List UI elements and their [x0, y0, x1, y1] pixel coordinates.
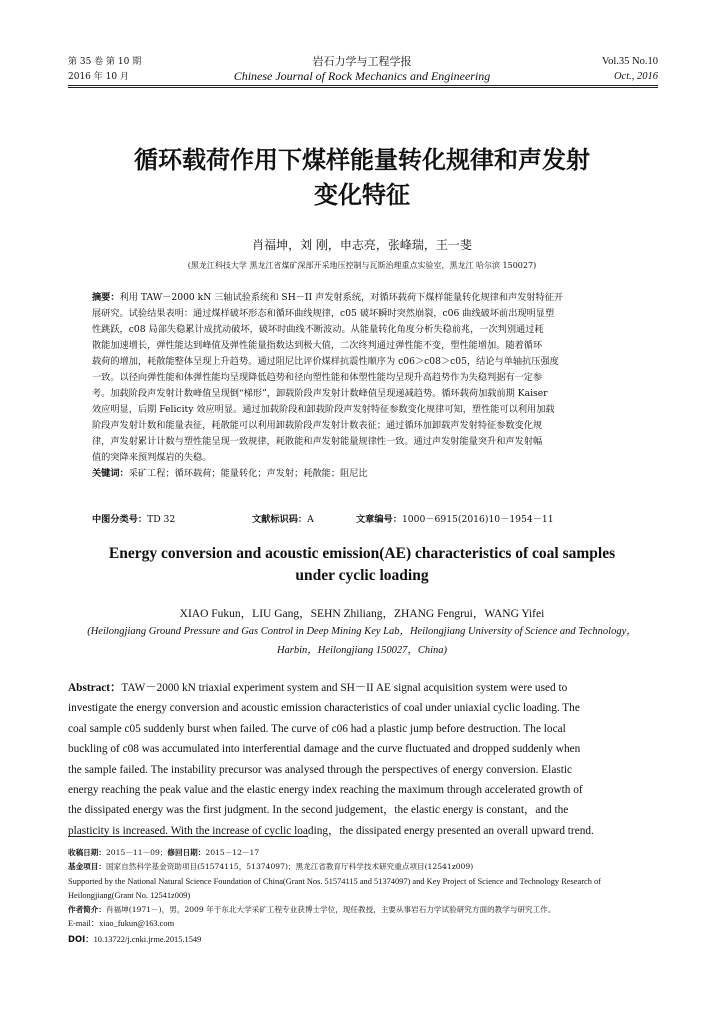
abstract-cn-label: 摘要：	[92, 292, 120, 303]
abstract-cn-line: 律，声发射累计计数与塑性能呈现一致规律，耗散能和声发射能量规律性一致。通过声发射能量突升和声发射幅	[92, 436, 543, 447]
abstract-cn-line: 阶段声发射计数和能量表征，耗散能可以利用卸载阶段声发射计数表征；通过循环加卸载声发射特征参数变化规	[92, 420, 543, 431]
abstract-en-line: buckling of c08 was accumulated into interferential damage and the curve fluctuated and dropped suddenly when	[68, 743, 581, 756]
header-vol-issue-cn: 第 35 卷 第 10 期	[68, 57, 142, 67]
abstract-cn-line: 展研究。试验结果表明：通过煤样破坏形态和循环曲线规律，c05 破坏瞬时突然崩裂，c06 曲线破坏前出现明显塑	[92, 308, 555, 319]
keywords-cn: 采矿工程；循环载荷；能量转化；声发射；耗散能；阻尼比	[128, 468, 368, 479]
doc-code-label: 文献标识码：	[252, 514, 308, 525]
abstract-cn-line: 值的突降来预判煤岩的失稳。	[92, 452, 212, 463]
abstract-cn	[92, 290, 640, 482]
abstract-en-line: coal sample c05 suddenly burst when failed. The curve of c06 had a plastic jump before destruction. The local	[68, 722, 566, 735]
fund-label: 基金项目：	[68, 862, 106, 872]
abstract-en	[68, 678, 658, 841]
abstract-en-line: investigate the energy conversion and acoustic emission characteristics of coal under uniaxial cyclic loading. The	[68, 702, 580, 715]
support-line2: Heilongjiang(Grant No. 12541z009)	[68, 890, 191, 900]
article-no: 1000－6915(2016)10－1954－11	[401, 514, 554, 525]
title-cn-line2: 变化特征	[314, 181, 410, 209]
abstract-en-line: plasticity is increased. With the increase of cyclic loading，the dissipated energy presented an overall upward trend.	[68, 824, 594, 837]
class-no-label: 中图分类号：	[92, 514, 148, 525]
email: E-mail：xiao_fukun@163.com	[68, 919, 175, 929]
abstract-cn-line: 一致。以径向弹性能和体弹性能均呈现降低趋势和径向塑性能和体塑性能均呈现升高趋势作为失稳判据有一定参	[92, 372, 543, 383]
abstract-en-line: the sample failed. The instability precursor was analysed through the perspectives of energy conversion. Elastic	[68, 763, 573, 776]
affiliation-cn: (黑龙江科技大学 黑龙江省煤矿深部开采地压控制与瓦斯治理重点实验室，黑龙江 哈尔滨 150027)	[187, 261, 537, 270]
footnote-rule	[68, 836, 308, 837]
title-en-line2: under cyclic loading	[295, 567, 429, 584]
header-date-en: Oct., 2016	[613, 71, 658, 82]
header-journal-en: Chinese Journal of Rock Mechanics and Engineering	[233, 69, 491, 83]
fund: 国家自然科学基金资助项目(51574115，51374097)；黑龙江省教育厅科学技术研究重点项目(12541z009)	[105, 862, 474, 872]
abstract-cn-line: 性跳跃，c08 局部失稳累计成扰动破坏，破坏时曲线不断波动。从能量转化角度分析失稳前兆，一次判别通过耗	[92, 324, 544, 335]
received-date: 2015－11－09；	[105, 848, 168, 857]
revised-label: 修回日期：	[167, 848, 206, 857]
header-journal-cn: 岩石力学与工程学报	[312, 55, 412, 68]
article-no-label: 文章编号：	[356, 514, 402, 525]
title-en-line1: Energy conversion and acoustic emission(AE) characteristics of coal samples	[108, 545, 616, 562]
abstract-cn-line: 效应明显，后期 Felicity 效应明显。通过加载阶段和卸载阶段声发射特征参数变化规律可知，塑性能可以利用加载	[92, 404, 555, 415]
doi: 10.13722/j.cnki.jrme.2015.1549	[93, 934, 202, 944]
author-bio: 肖福坤(1971－)，男，2009 年于东北大学采矿工程专业获博士学位，现任教授，主要从事岩石力学试验研究方面的教学与研究工作。	[105, 905, 556, 915]
keywords-cn-label: 关键词：	[92, 468, 129, 479]
abstract-cn-line: 载荷的增加，耗散能整体呈现上升趋势。通过阻尼比评价煤样抗震性顺序为 c06＞c08＞c05，结论与单轴抗压强度	[92, 356, 559, 367]
doc-code: A	[307, 514, 314, 525]
header-rule	[68, 85, 658, 86]
revised-date: 2015－12－17	[205, 848, 260, 857]
received-label: 收稿日期：	[68, 848, 106, 857]
header-vol-issue-en: Vol.35 No.10	[601, 56, 658, 67]
abstract-cn-line: 散能加速增长，弹性能达到峰值及弹性能量指数达到极大值，二次终判通过弹性能不变，塑性能增加。随着循环	[92, 340, 543, 351]
author-label: 作者简介：	[68, 905, 106, 915]
doi-label: DOI：	[68, 933, 94, 944]
abstract-cn-line: 利用 TAW－2000 kN 三轴试验系统和 SH－II 声发射系统，对循环载荷下煤样能量转化规律和声发射特征开	[119, 292, 564, 303]
footnotes	[68, 846, 668, 947]
abstract-en-line: energy reaching the peak value and the elastic energy index reaching the maximum through accelerated growth of	[68, 784, 583, 797]
affiliation-en-line2: Harbin，Heilongjiang 150027，China)	[276, 645, 448, 656]
class-no: TD 32	[147, 514, 176, 525]
title-cn-line1: 循环载荷作用下煤样能量转化规律和声发射	[134, 146, 590, 174]
support-line1: Supported by the National Natural Science Foundation of China(Grant Nos. 51574115 and 51374097) and Key Project of Science and Technology Research of	[68, 876, 601, 886]
abstract-en-line: TAW－2000 kN triaxial experiment system and SH－II AE signal acquisition system were used to	[121, 682, 568, 694]
affiliation-en-line1: (Heilongjiang Ground Pressure and Gas Control in Deep Mining Key Lab，Heilongjiang University of Science and Technology，	[87, 626, 637, 637]
header-rule-2	[68, 87, 658, 88]
abstract-en-line: the dissipated energy was the first judgment. In the second judgement，the elastic energy is constant，and the	[68, 804, 569, 817]
header-date-cn: 2016 年 10 月	[68, 72, 129, 82]
authors-cn: 肖福坤，刘 刚，申志亮，张峰瑞，王一斐	[252, 238, 472, 252]
authors-en: XIAO Fukun，LIU Gang，SEHN Zhiliang，ZHANG Fengrui，WANG Yifei	[179, 608, 545, 620]
abstract-cn-line: 考。加载阶段声发射计数峰值呈现倒“梯形”，卸载阶段声发射计数峰值呈现递减趋势。循环载荷加载前期 Kaiser	[92, 388, 548, 399]
abstract-en-label: Abstract：	[68, 682, 122, 694]
